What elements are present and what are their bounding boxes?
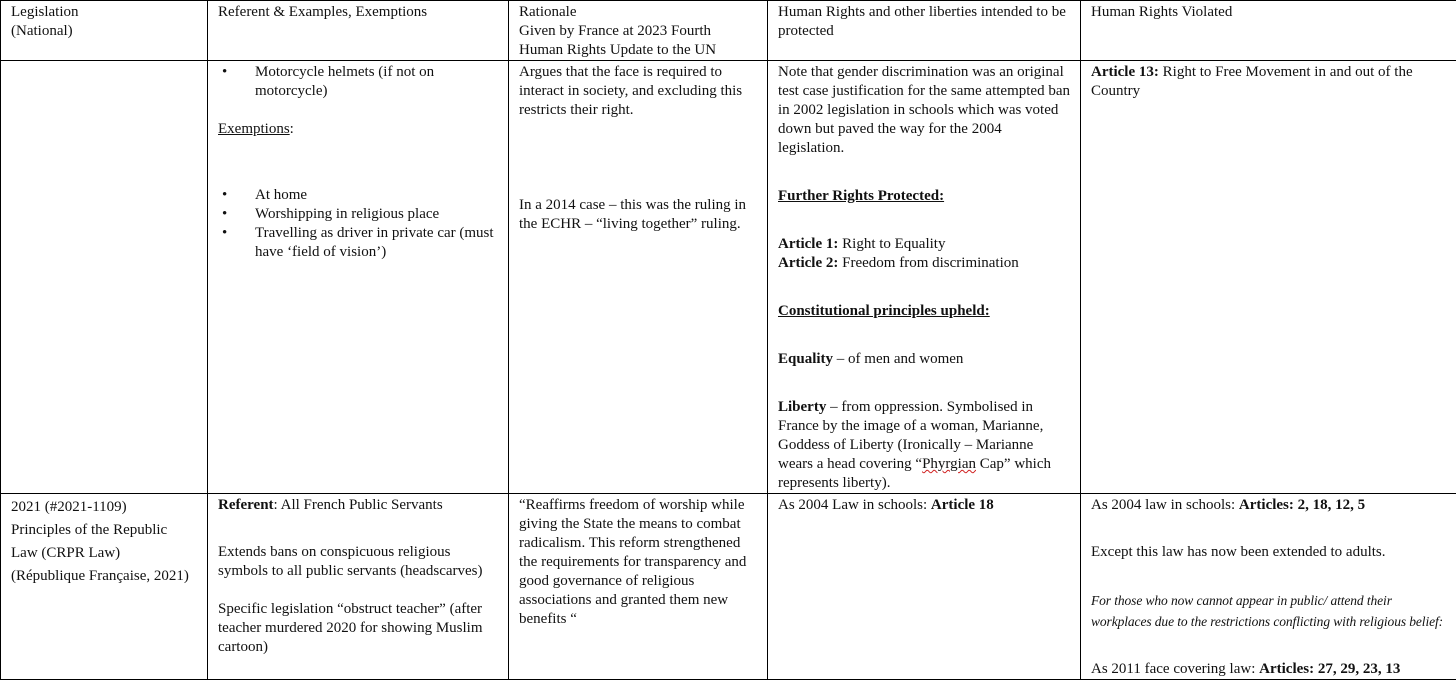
liberty-principle: Liberty – from oppression. Symbolised in France by the image of a woman, Marianne, Goddess of Liberty (Ironically – Marianne wears a head covering “Phyrgian Cap” which represents liberty). [778,398,1070,493]
protected-note: Note that gender discrimination was an original test case justification for the same attempted ban in 2002 legislation in schools which was voted down but paved the way for the 2004 legislation. [778,63,1070,158]
rationale-paragraph: In a 2014 case – this was the ruling in the ECHR – “living together” ruling. [519,196,757,234]
further-rights-heading: Further Rights Protected: [778,187,1070,206]
row1-protected-cell [768,61,1081,494]
spellcheck-word: Phyrgian [922,456,976,472]
constitutional-heading: Constitutional principles upheld: [778,302,1070,321]
violated-line-2: Except this law has now been extended to adults. [1091,543,1446,562]
header-cell-violated [1081,1,1456,61]
referent-paragraph: Extends bans on conspicuous religious symbols to all public servants (headscarves) [218,543,498,581]
row2-rationale-cell [509,494,768,680]
list-item: • At home [218,186,498,205]
header-row [1,1,1456,61]
header-violated: Human Rights Violated [1091,3,1446,22]
article-2: Article 2: Freedom from discrimination [778,254,1070,273]
referent-paragraph: Specific legislation “obstruct teacher” (after teacher murdered 2020 for showing Muslim cartoon) [218,600,498,657]
row1-rationale-cell [509,61,768,494]
violated-italic-note: For those who now cannot appear in public/ attend their workplaces due to the restrictions conflicting with religious belief: [1091,590,1446,632]
exemptions-list [218,186,498,262]
list-item: • Motorcycle helmets (if not on motorcycle) [218,63,498,101]
article-13: Article 13: Right to Free Movement in and out of the Country [1091,63,1446,101]
header-rationale-line1: Rationale [519,3,757,22]
legislation-name: Principles of the Republic Law (CRPR Law) [11,519,197,565]
examples-list [218,63,498,101]
list-item: • Travelling as driver in private car (must have ‘field of vision’) [218,224,498,262]
row1-violated-cell [1081,61,1456,494]
referent-line: Referent: All French Public Servants [218,496,498,515]
row2-referent-cell [208,494,509,680]
header-referent: Referent & Examples, Exemptions [218,3,498,22]
row2-violated-cell [1081,494,1456,680]
header-cell-referent [208,1,509,61]
rationale-quote: “Reaffirms freedom of worship while giving the State the means to combat radicalism. This reform strengthened the requirements for transparency and good governance of religious associations and granted them new benefits “ [519,496,757,629]
row2-protected-cell [768,494,1081,680]
header-rationale-line2: Given by France at 2023 Fourth Human Rights Update to the UN [519,22,757,60]
header-legislation-line1: Legislation [11,3,197,22]
violated-line-1: As 2004 law in schools: Articles: 2, 18, 12, 5 [1091,496,1446,515]
row1-legislation-cell [1,61,208,494]
row2-legislation-cell [1,494,208,680]
header-protected: Human Rights and other liberties intended to be protected [778,3,1070,41]
header-cell-protected [768,1,1081,61]
row1-referent-cell [208,61,509,494]
table-row [1,494,1456,680]
header-cell-legislation [1,1,208,61]
protected-line: As 2004 Law in schools: Article 18 [778,496,1070,515]
legislation-id: 2021 (#2021-1109) [11,496,197,519]
exemptions-heading: Exemptions: [218,120,498,139]
equality-principle: Equality – of men and women [778,350,1070,369]
violated-line-4: As 2011 face covering law: Articles: 27, 29, 23, 13 [1091,660,1446,679]
rationale-paragraph: Argues that the face is required to interact in society, and excluding this restricts their right. [519,63,757,120]
legislation-source: (République Française, 2021) [11,565,197,588]
header-cell-rationale [509,1,768,61]
header-legislation-line2: (National) [11,22,197,41]
table-row [1,61,1456,494]
article-1: Article 1: Right to Equality [778,235,1070,254]
list-item: • Worshipping in religious place [218,205,498,224]
